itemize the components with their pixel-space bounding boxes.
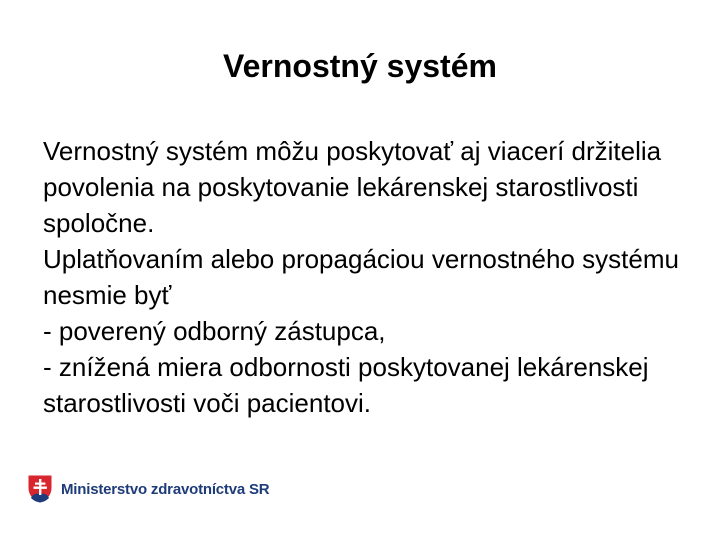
slide-body bbox=[43, 133, 693, 421]
paragraph-1: Vernostný systém môžu poskytovať aj viacerí držitelia povolenia na poskytovanie lekárenskej starostlivosti spoločne. bbox=[43, 136, 662, 238]
slovak-coat-of-arms-icon bbox=[27, 474, 53, 504]
ministry-logo-text: Ministerstvo zdravotníctva SR bbox=[61, 480, 270, 498]
paragraph-4: - znížená miera odbornosti poskytovanej lekárenskej starostlivosti voči pacientovi. bbox=[43, 352, 649, 418]
paragraph-2: Uplatňovaním alebo propagáciou vernostného systému nesmie byť bbox=[43, 244, 679, 310]
slide-title: Vernostný systém bbox=[223, 48, 497, 84]
paragraph-3: - poverený odborný zástupca, bbox=[43, 316, 386, 346]
ministry-logo bbox=[27, 474, 269, 504]
